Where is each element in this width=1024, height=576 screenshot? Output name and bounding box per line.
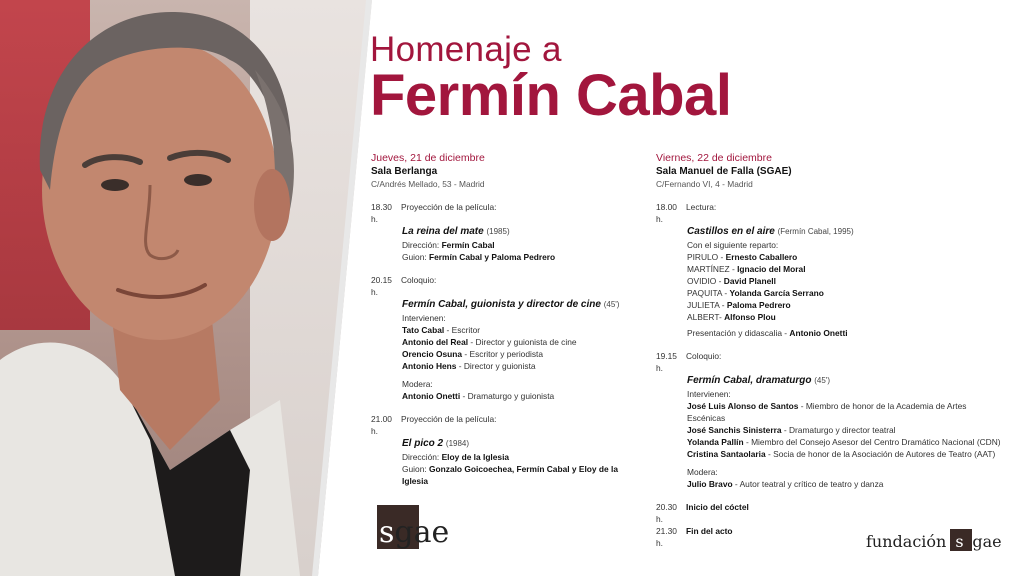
speaker: Tato Cabal - Escritor <box>402 325 481 335</box>
cast-label: Con el siguiente reparto: <box>687 240 779 250</box>
speaker: Orencio Osuna - Escritor y periodista <box>402 349 544 359</box>
film-title: La reina del mate (1985) <box>402 226 510 237</box>
day2-venue: Sala Manuel de Falla (SGAE) <box>656 166 792 177</box>
day1-program <box>371 151 641 487</box>
film-title: El pico 2 (1984) <box>402 438 470 449</box>
title-line-2: Fermín Cabal <box>370 63 732 128</box>
event-time: 18.00 h. <box>656 202 677 224</box>
event-label: Proyección de la película: <box>401 414 497 424</box>
moderator: Antonio Onetti - Dramaturgo y guionista <box>402 391 555 401</box>
event-label: Lectura: <box>686 202 717 212</box>
colloquium-title: Fermín Cabal, guionista y director de cine (45') <box>402 299 620 310</box>
speaker: Antonio Hens - Director y guionista <box>402 361 536 371</box>
day1-address: C/Andrés Mellado, 53 - Madrid <box>371 179 485 189</box>
film-director: Dirección: Fermín Cabal <box>402 240 495 250</box>
film-script: Guion: Gonzalo Goicoechea, Fermín Cabal y Eloy de la Iglesia <box>402 464 618 486</box>
day2-date: Viernes, 22 de diciembre <box>656 152 772 164</box>
cast-member: MARTÍNEZ - Ignacio del Moral <box>687 264 806 274</box>
speakers-label: Intervienen: <box>687 389 731 399</box>
day1-event-2 <box>371 274 641 298</box>
reading-title: Castillos en el aire (Fermín Cabal, 1995) <box>687 226 854 237</box>
event-time: 19.15 h. <box>656 351 677 373</box>
speaker: Antonio del Real - Director y guionista de cine <box>402 337 577 347</box>
moderator-label: Modera: <box>402 379 433 389</box>
cast-member: PIRULO - Ernesto Caballero <box>687 252 798 262</box>
cast-member: PAQUITA - Yolanda García Serrano <box>687 288 824 298</box>
logo-text: sgae <box>379 515 450 550</box>
event-label: Proyección de la película: <box>401 202 497 212</box>
moderator-label: Modera: <box>687 467 718 477</box>
event-time: 18.30 h. <box>371 202 392 224</box>
day1-venue: Sala Berlanga <box>371 166 438 177</box>
fundacion-sgae-logo <box>866 529 1002 551</box>
presentation: Presentación y didascalia - Antonio Onetti <box>687 328 848 338</box>
day1-event-1 <box>371 201 641 225</box>
speaker: José Luis Alonso de Santos - Miembro de honor de la Academia de Artes Escénicas <box>687 401 967 423</box>
logo-text: gae <box>972 532 1002 551</box>
moderator: Julio Bravo - Autor teatral y crítico de teatro y danza <box>687 479 884 489</box>
event-time: 20.15 h. <box>371 275 392 297</box>
event-time: 21.30 h. <box>656 526 677 548</box>
day2-event-3 <box>656 501 1006 525</box>
event-text: Fin del acto <box>686 526 733 536</box>
film-director: Dirección: Eloy de la Iglesia <box>402 452 510 462</box>
sgae-logo <box>377 505 449 549</box>
event-time: 21.00 h. <box>371 414 392 436</box>
day2-program <box>656 151 1006 549</box>
film-script: Guion: Fermín Cabal y Paloma Pedrero <box>402 252 556 262</box>
speaker: José Sanchis Sinisterra - Dramaturgo y director teatral <box>687 425 896 435</box>
speakers-label: Intervienen: <box>402 313 446 323</box>
cast-member: OVIDIO - David Planell <box>687 276 776 286</box>
day2-event-1 <box>656 201 1006 225</box>
title-line-1: Homenaje a <box>370 30 562 69</box>
speaker: Yolanda Pallín - Miembro del Consejo Asesor del Centro Dramático Nacional (CDN) <box>687 437 1001 447</box>
colloquium-title: Fermín Cabal, dramaturgo (45') <box>687 375 831 386</box>
logo-word: fundación <box>866 532 947 551</box>
day1-event-3 <box>371 413 641 437</box>
event-label: Coloquio: <box>686 351 722 361</box>
logo-square: s <box>950 529 972 551</box>
speaker: Cristina Santaolaria - Socia de honor de la Asociación de Autores de Teatro (AAT) <box>687 449 996 459</box>
cast-member: JULIETA - Paloma Pedrero <box>687 300 791 310</box>
day1-date: Jueves, 21 de diciembre <box>371 152 485 164</box>
event-time: 20.30 h. <box>656 502 677 524</box>
day2-event-2 <box>656 350 1006 374</box>
day2-address: C/Fernando VI, 4 - Madrid <box>656 179 753 189</box>
event-label: Coloquio: <box>401 275 437 285</box>
event-text: Inicio del cóctel <box>686 502 749 512</box>
cast-member: ALBERT- Alfonso Plou <box>687 312 776 322</box>
